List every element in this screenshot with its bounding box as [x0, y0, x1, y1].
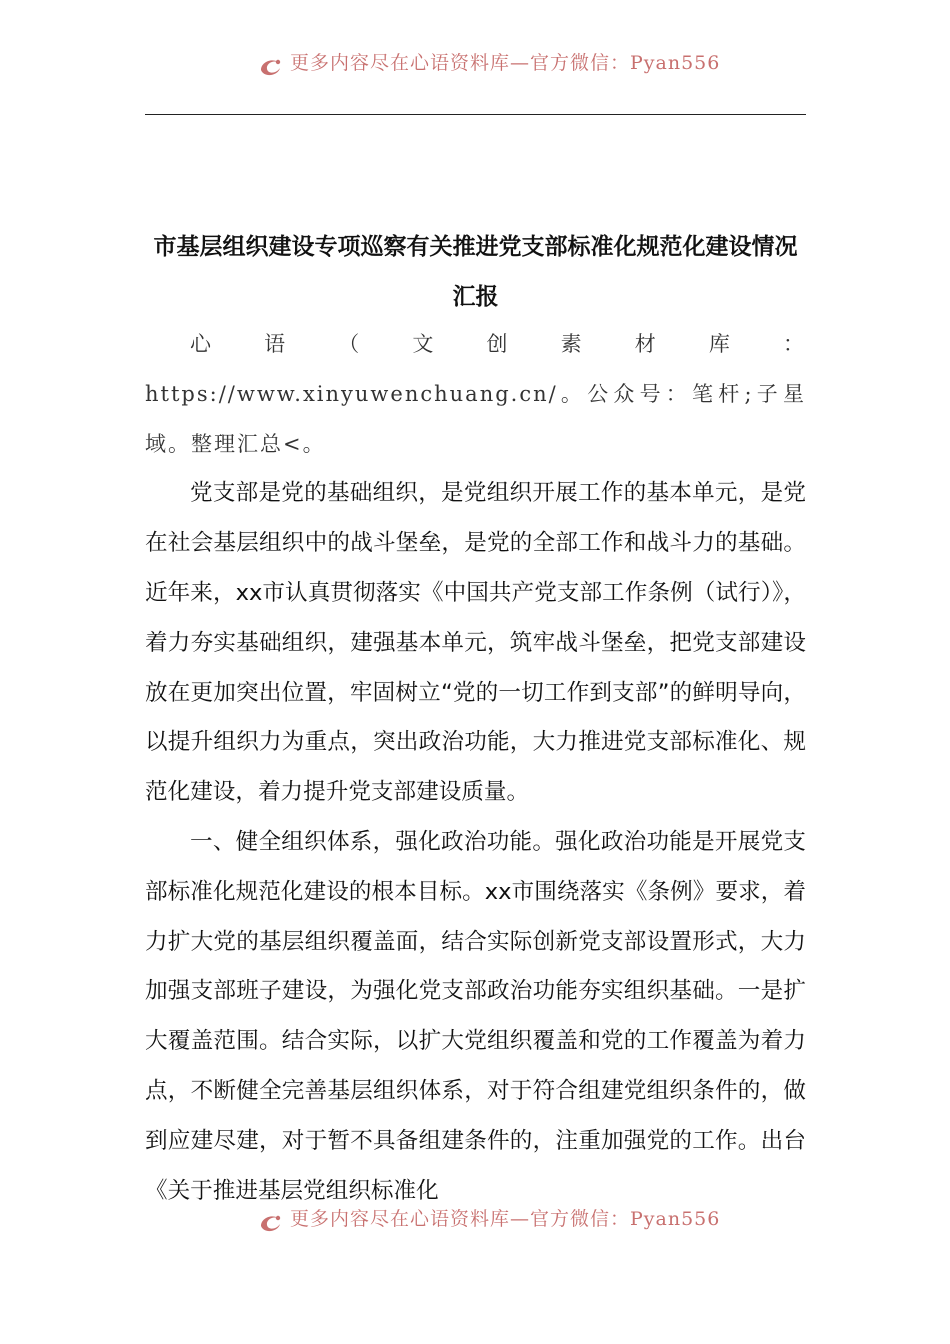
document-body	[145, 320, 806, 1216]
swirl-logo-icon	[258, 1212, 284, 1234]
footer-watermark-text: 更多内容尽在心语资料库—官方微信：Pyan556	[290, 1208, 721, 1230]
swirl-logo-icon	[258, 56, 284, 78]
header-watermark-text: 更多内容尽在心语资料库—官方微信：Pyan556	[290, 52, 721, 74]
header-watermark-banner	[258, 52, 758, 82]
body-paragraph: 党支部是党的基础组织，是党组织开展工作的基本单元，是党在社会基层组织中的战斗堡垒，是党的全部工作和战斗力的基础。近年来，xx市认真贯彻落实《中国共产党支部工作条例（试行）》，着力夯实基础组织，建强基本单元，筑牢战斗堡垒，把党支部建设放在更加突出位置，牢固树立“党的一切工作到支部”的鲜明导向，以提升组织力为重点，突出政治功能，大力推进党支部标准化、规范化建设，着力提升党支部建设质量。	[145, 480, 806, 806]
document-title: 市基层组织建设专项巡察有关推进党支部标准化规范化建设情况汇报	[153, 234, 798, 310]
body-paragraph: 一、健全组织体系，强化政治功能。强化政治功能是开展党支部标准化规范化建设的根本目标。xx市围绕落实《条例》要求，着力扩大党的基层组织覆盖面，结合实际创新党支部设置形式，大力加强支部班子建设，为强化党支部政治功能夯实组织基础。一是扩大覆盖范围。结合实际，以扩大党组织覆盖和党的工作覆盖为着力点，不断健全完善基层组织体系，对于符合组建党组织条件的，做到应建尽建，对于暂不具备组建条件的，注重加强党的工作。出台《关于推进基层党组织标准化	[145, 828, 806, 1204]
source-note-paragraph: 心语（文创素材库：https://www.xinyuwenchuang.cn/。公众号：笔杆;子星域。整理汇总<。	[145, 332, 806, 456]
header-divider	[145, 114, 806, 115]
footer-watermark-banner	[258, 1208, 758, 1238]
